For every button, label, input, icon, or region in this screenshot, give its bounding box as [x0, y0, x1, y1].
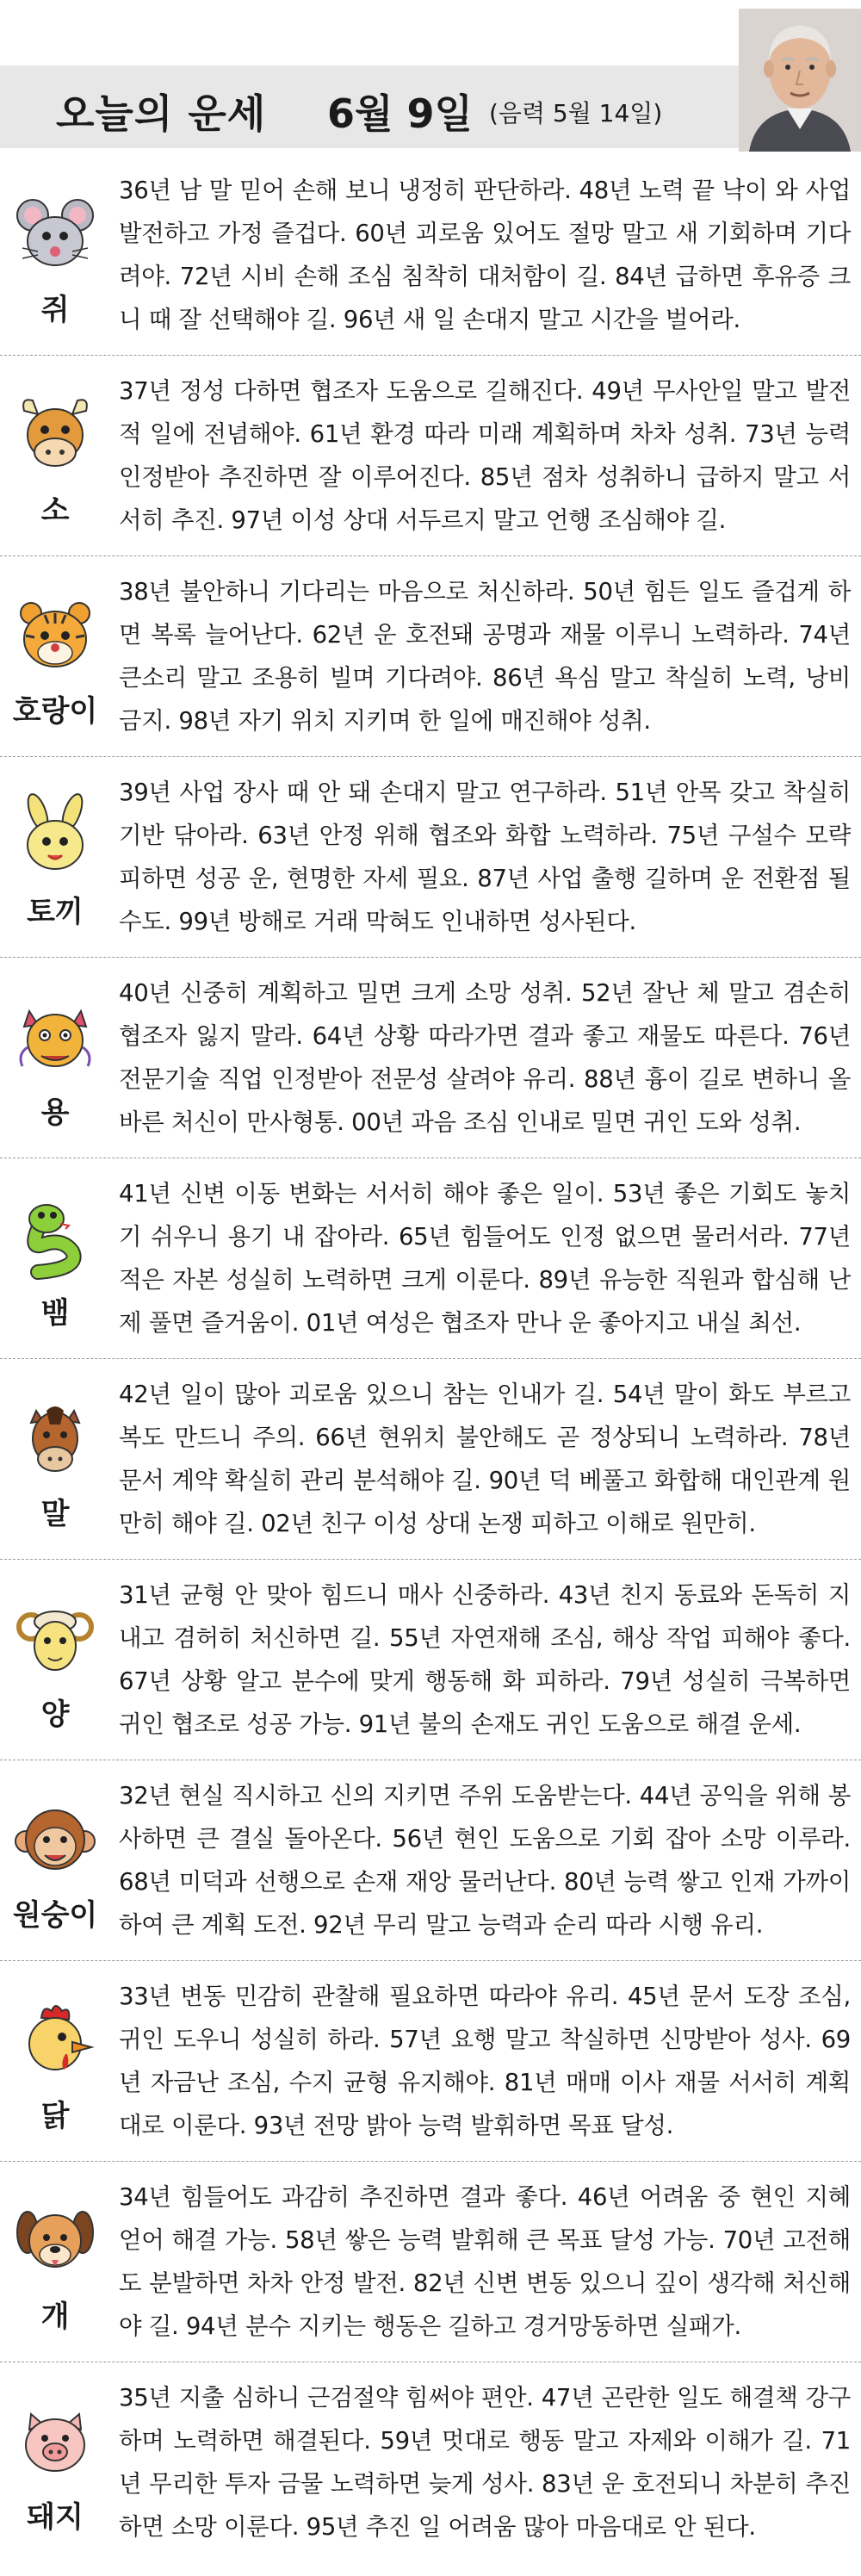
fortune-text: 37년 정성 다하면 협조자 도움으로 길해진다. 49년 무사안일 말고 발전적 일에 전념해야. 61년 환경 따라 미래 계획하며 차차 성취. 73년 능력 인정받아 추진하면 잘 이루어진다. 85년 점차 성취하니 급하지 말고 서서히 추진. 97년 이성 상대 서두르지 말고 언행 조심해야 길. — [119, 377, 851, 534]
animal-cell — [7, 1760, 103, 1960]
fortune-text: 31년 균형 안 맞아 힘드니 매사 신중하라. 43년 친지 동료와 돈독히 지내고 겸허히 처신하면 길. 55년 자연재해 조심, 해상 작업 피해야 좋다. 67년 상황 알고 분수에 맞게 행동해 화 피하라. 79년 성실히 극복하면 귀인 협조로 성공 가능. 91년 불의 손재도 귀인 도움으로 해결 운세. — [119, 1581, 851, 1738]
horoscope-list — [0, 155, 861, 2563]
page-title: 오늘의 운세 — [56, 90, 267, 137]
horoscope-row-rat — [0, 155, 861, 356]
lunar-date-label: (음력 5월 14일) — [489, 99, 663, 127]
animal-name: 닭 — [40, 2099, 70, 2133]
animal-name: 소 — [40, 493, 70, 528]
animal-cell — [7, 1961, 103, 2161]
horse-icon — [12, 1395, 98, 1481]
horoscope-row-horse — [0, 1359, 861, 1560]
fortune-text: 34년 힘들어도 과감히 추진하면 결과 좋다. 46년 어려움 중 현인 지혜 얻어 해결 가능. 58년 쌓은 능력 발휘해 큰 목표 달성 가능. 70년 고전해도 분발하면 차차 안정 발전. 82년 신변 변동 있으니 깊이 생각해 처신해야 길. 94년 분수 지키는 행동은 길하고 경거망동하면 실패가. — [119, 2183, 851, 2340]
horoscope-row-monkey — [0, 1760, 861, 1961]
animal-name: 개 — [40, 2300, 70, 2334]
monkey-icon — [12, 1797, 98, 1883]
fortune-text: 39년 사업 장사 때 안 돼 손대지 말고 연구하라. 51년 안목 갖고 착실히 기반 닦아라. 63년 안정 위해 협조와 화합 노력하라. 75년 구설수 모략 피하면 성공 운, 현명한 자세 필요. 87년 사업 출행 길하며 운 전환점 될 수도. 99년 방해로 거래 막혀도 인내하면 성사된다. — [119, 779, 851, 935]
sheep-icon — [12, 1596, 98, 1682]
animal-cell — [7, 155, 103, 355]
fortune-text: 38년 불안하니 기다리는 마음으로 처신하라. 50년 힘든 일도 즐겁게 하면 복록 늘어난다. 62년 운 호전돼 공명과 재물 이루니 노력하라. 74년 큰소리 말고 조용히 빌며 기다려야. 86년 욕심 말고 착실히 노력, 낭비 금지. 98년 자기 위치 지키며 한 일에 매진해야 성취. — [119, 578, 851, 735]
dragon-icon — [12, 994, 98, 1080]
fortune-text: 35년 지출 심하니 근검절약 힘써야 편안. 47년 곤란한 일도 해결책 강구하며 노력하면 해결된다. 59년 멋대로 행동 말고 자제와 이해가 길. 71년 무리한 투자 금물 노력하면 늦게 성사. 83년 운 호전되니 차분히 추진하면 소망 이룬다. 95년 추진 일 어려움 많아 마음대로 안 된다. — [119, 2384, 851, 2541]
horoscope-row-ox — [0, 356, 861, 556]
animal-name: 토끼 — [27, 895, 84, 929]
horoscope-row-sheep — [0, 1560, 861, 1760]
horoscope-row-pig — [0, 2362, 861, 2563]
fortune-text: 41년 신변 이동 변화는 서서히 해야 좋은 일이. 53년 좋은 기회도 놓치기 쉬우니 용기 내 잡아라. 65년 힘들어도 인정 없으면 물러서라. 77년 적은 자본 성실히 노력하면 크게 이룬다. 89년 유능한 직원과 합심해 난제 풀면 즐거움이. 01년 여성은 협조자 만나 운 좋아지고 내실 최선. — [119, 1180, 851, 1337]
animal-name: 원숭이 — [12, 1898, 98, 1933]
rabbit-icon — [12, 793, 98, 879]
animal-cell — [7, 356, 103, 556]
date-label: 6월 9일 — [327, 90, 473, 137]
animal-name: 뱀 — [40, 1296, 70, 1331]
animal-name: 돼지 — [27, 2500, 84, 2535]
animal-name: 호랑이 — [12, 694, 98, 729]
animal-name: 양 — [40, 1698, 70, 1732]
animal-cell — [7, 1560, 103, 1760]
horoscope-row-tiger — [0, 556, 861, 757]
snake-icon — [12, 1195, 98, 1281]
fortune-text: 33년 변동 민감히 관찰해 필요하면 따라야 유리. 45년 문서 도장 조심, 귀인 도우니 성실히 하라. 57년 요행 말고 착실하면 신망받아 성사. 69년 자금난 조심, 수지 균형 유지해야. 81년 매매 이사 재물 서서히 계획대로 이룬다. 93년 전망 밝아 능력 발휘하면 목표 달성. — [119, 1983, 851, 2139]
fortune-text: 36년 남 말 믿어 손해 보니 냉정히 판단하라. 48년 노력 끝 낙이 와 사업 발전하고 가정 즐겁다. 60년 괴로움 있어도 절망 말고 새 기회하며 기다려야. 72년 시비 손해 조심 침착히 대처함이 길. 84년 급하면 후유증 크니 때 잘 선택해야 길. 96년 새 일 손대지 말고 시간을 벌어라. — [119, 177, 851, 333]
animal-name: 말 — [40, 1497, 70, 1531]
animal-name: 쥐 — [40, 293, 70, 327]
animal-name: 용 — [40, 1096, 70, 1130]
fortune-text: 42년 일이 많아 괴로움 있으니 참는 인내가 길. 54년 말이 화도 부르고 복도 만드니 주의. 66년 현위치 불안해도 곧 정상되니 노력하라. 78년 문서 계약 확실히 관리 분석해야 길. 90년 덕 베풀고 화합해 대인관계 원만히 해야 길. 02년 친구 이성 상대 논쟁 피하고 이해로 원만히. — [119, 1381, 851, 1537]
rat-icon — [12, 191, 98, 277]
horoscope-row-rabbit — [0, 757, 861, 958]
horoscope-row-rooster — [0, 1961, 861, 2162]
fortune-text: 32년 현실 직시하고 신의 지키면 주위 도움받는다. 44년 공익을 위해 봉사하면 큰 결실 돌아온다. 56년 현인 도움으로 기회 잡아 소망 이루라. 68년 미덕과 선행으로 손재 재앙 물러난다. 80년 능력 쌓고 인재 가까이하여 큰 계획 도전. 92년 무리 말고 능력과 순리 따라 시행 유리. — [119, 1782, 851, 1939]
fortune-text: 40년 신중히 계획하고 밀면 크게 소망 성취. 52년 잘난 체 말고 겸손히 협조자 잃지 말라. 64년 상황 따라가면 결과 좋고 재물도 따른다. 76년 전문기술 직업 인정받아 전문성 살려야 유리. 88년 흉이 길로 변하니 올바른 처신이 만사형통. 00년 과음 조심 인내로 밀면 귀인 도와 성취. — [119, 979, 851, 1136]
animal-cell — [7, 958, 103, 1158]
animal-cell — [7, 1158, 103, 1358]
animal-cell — [7, 2362, 103, 2562]
tiger-icon — [12, 593, 98, 679]
dog-icon — [12, 2198, 98, 2284]
animal-cell — [7, 1359, 103, 1559]
columnist-portrait — [739, 9, 861, 152]
horoscope-row-snake — [0, 1158, 861, 1359]
pig-icon — [12, 2399, 98, 2485]
animal-cell — [7, 757, 103, 957]
header — [0, 0, 861, 152]
horoscope-row-dragon — [0, 958, 861, 1158]
animal-cell — [7, 2162, 103, 2362]
rooster-icon — [12, 1997, 98, 2083]
ox-icon — [12, 392, 98, 478]
animal-cell — [7, 556, 103, 756]
horoscope-row-dog — [0, 2162, 861, 2362]
